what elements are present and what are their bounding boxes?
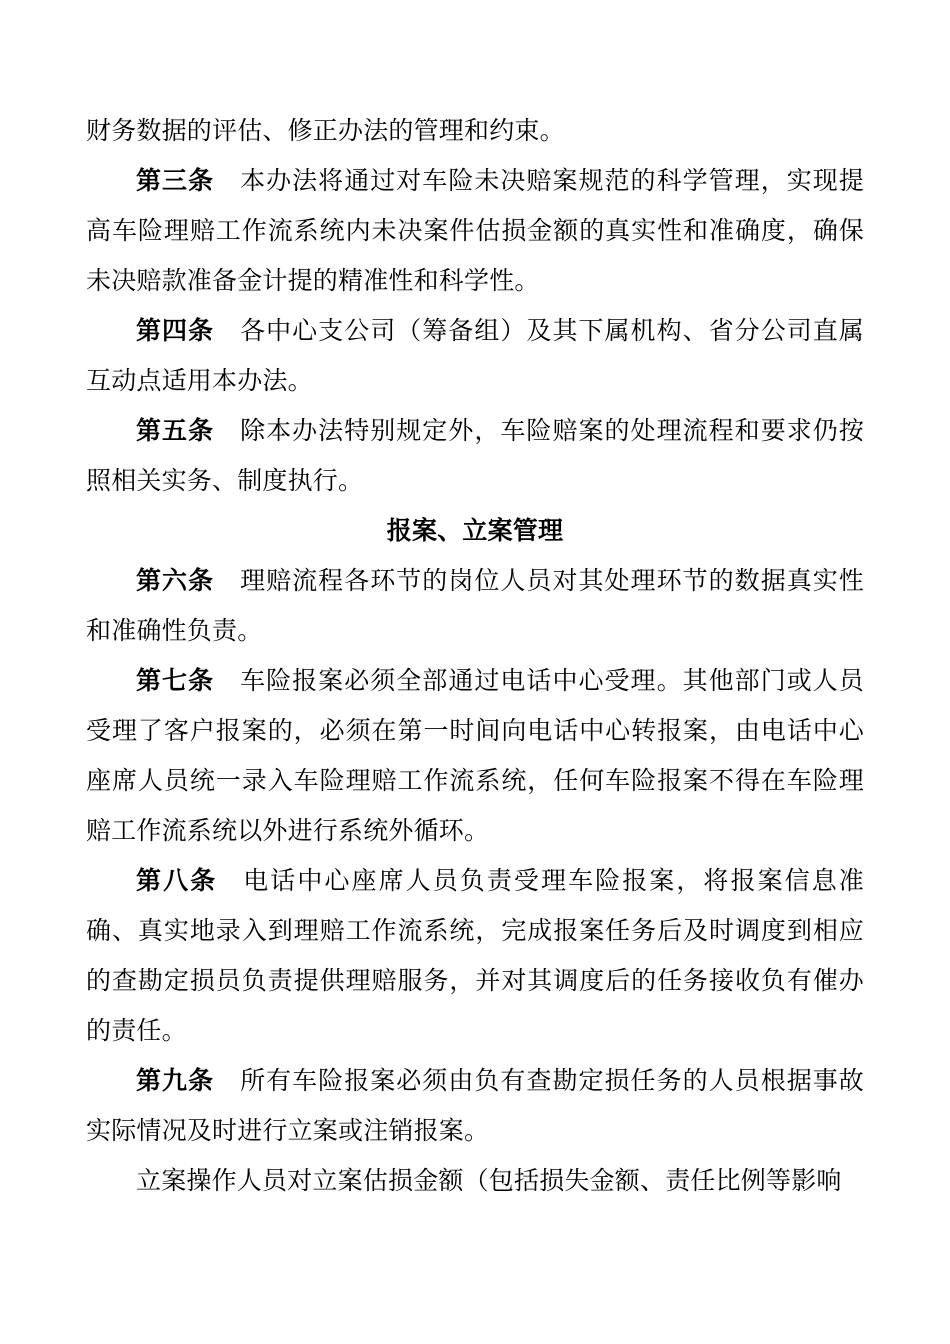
- article-text: 所有车险报案必须由负有查勘定损任务的人员根据事故实际情况及时进行立案或注销报案。: [86, 1066, 864, 1145]
- article-3: [86, 156, 864, 306]
- paragraph-text: 立案操作人员对立案估损金额（包括损失金额、责任比例等影响: [136, 1166, 842, 1195]
- article-number: 第七条: [136, 666, 215, 695]
- article-text: 电话中心座席人员负责受理车险报案，将报案信息准确、真实地录入到理赔工作流系统，完成报案任务后及时调度到相应的查勘定损员负责提供理赔服务，并对其调度后的任务接收负有催办的责任。: [86, 866, 864, 1045]
- article-6: [86, 556, 864, 656]
- article-text: 理赔流程各环节的岗位人员对其处理环节的数据真实性和准确性负责。: [86, 566, 864, 645]
- article-number: 第九条: [136, 1066, 215, 1095]
- article-number: 第八条: [136, 866, 218, 895]
- paragraph-registration: [86, 1156, 864, 1206]
- article-number: 第三条: [136, 166, 215, 195]
- article-text: 车险报案必须全部通过电话中心受理。其他部门或人员受理了客户报案的，必须在第一时间向电话中心转报案，由电话中心座席人员统一录入车险理赔工作流系统，任何车险报案不得在车险理赔工作流系统以外进行系统外循环。: [86, 666, 864, 845]
- paragraph-text: 财务数据的评估、修正办法的管理和约束。: [86, 116, 565, 145]
- article-text: 各中心支公司（筹备组）及其下属机构、省分公司直属互动点适用本办法。: [86, 316, 864, 395]
- section-heading: 报案、立案管理: [386, 516, 564, 545]
- article-8: [86, 856, 864, 1056]
- article-number: 第五条: [136, 416, 215, 445]
- article-number: 第六条: [136, 566, 215, 595]
- article-number: 第四条: [136, 316, 215, 345]
- document-body: [86, 106, 864, 1206]
- article-9: [86, 1056, 864, 1156]
- article-5: [86, 406, 864, 506]
- article-4: [86, 306, 864, 406]
- article-text: 本办法将通过对车险未决赔案规范的科学管理，实现提高车险理赔工作流系统内未决案件估损金额的真实性和准确度，确保未决赔款准备金计提的精准性和科学性。: [86, 166, 864, 295]
- article-7: [86, 656, 864, 856]
- article-text: 除本办法特别规定外，车险赔案的处理流程和要求仍按照相关实务、制度执行。: [86, 416, 864, 495]
- paragraph-continuation: [86, 106, 864, 156]
